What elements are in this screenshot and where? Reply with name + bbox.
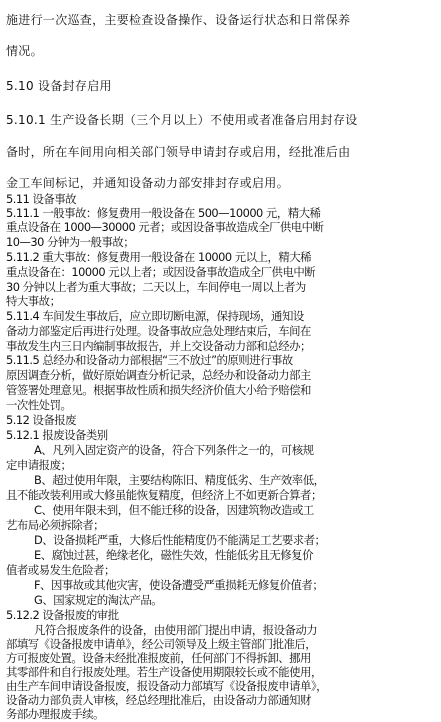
section-5-12-line: 值者或易发生危险者； (6, 563, 115, 577)
section-5-11-line: 10—30 分钟为一般事故； (6, 235, 135, 249)
section-5-12-2-line: 方可报废处置。设备未经批准报废前，任何部门不得拆卸、挪用 (6, 651, 311, 665)
section-5-10-heading: 5.10 设备封存启用 (6, 79, 112, 93)
section-5-12-heading: 5.12 设备报废 (6, 413, 77, 427)
section-5-12-line: C、使用年限未到，但不能迁移的设备，因建筑物改造或工 (34, 503, 314, 517)
section-5-12-line: 5.12.1 报废设备类别 (6, 428, 108, 442)
section-5-12-2-line: 其零部件和自行报废处理。若生产设备使用期限较长或不能使用， (6, 665, 322, 679)
section-5-10-line: 金工车间标记，并通知设备动力部安排封存或启用。 (6, 176, 289, 190)
section-5-12-2-line: 部填写《设备报废申请单》，经公司领导及上级主管部门批准后， (6, 637, 317, 651)
section-5-11-line: 原因调查分析，做好原始调查分析记录，总经办和设备动力部主 (6, 368, 311, 382)
section-5-11-heading: 5.11 设备事故 (6, 192, 77, 206)
section-5-12-line: 且不能改装利用或大修虽能恢复精度，但经济上不如更新合算者； (6, 488, 322, 502)
section-5-10-line: 备时，所在车间用向相关部门领导申请封存或启用，经批准后由 (6, 145, 351, 159)
section-5-11-line: 5.11.2 重大事故：修复费用一般设备在 10000 元以上，精大稀 (6, 250, 312, 264)
section-5-11-line: 一次性处罚。 (6, 398, 72, 412)
section-5-12-2-line: 凡符合报废条件的设备，由使用部门提出申请，报设备动力 (34, 623, 318, 637)
section-5-11-line: 重点设备在 1000—30000 元者；或因设备事故造成全厂供电中断 (6, 220, 324, 234)
section-5-11-line: 30 分钟以上者为重大事故；二天以上，车间停电一周以上者为 (6, 280, 306, 294)
intro-line-1: 施进行一次巡查，主要检查设备操作、设备运行状态和日常保养 (6, 13, 351, 27)
section-5-11-line: 5.11.4 车间发生事故后，应立即切断电源，保持现场，通知设 (6, 309, 304, 323)
section-5-11-line: 5.11.5 总经办和设备动力部根据“三不放过”的原则进行事故 (6, 353, 293, 367)
section-5-10-line: 5.10.1 生产设备长期（三个月以上）不使用或者准备启用封存设 (6, 113, 358, 127)
section-5-12-2-line: 务部办理报废手续。 (6, 707, 105, 721)
intro-line-2: 情况。 (6, 44, 43, 58)
section-5-12-line: 定申请报废； (6, 458, 72, 472)
section-5-11-line: 备动力部鉴定后再进行处理。设备事故应急处理结束后，车间在 (6, 324, 311, 338)
section-5-11-line: 管签署处理意见。根据事故性质和损失经济价值大小给予赔偿和 (6, 383, 311, 397)
section-5-12-line: F、因事故或其他灾害，使设备遭受严重损耗无修复价值者； (34, 578, 324, 592)
section-5-12-line: A、凡列入固定资产的设备，符合下列条件之一的，可核规 (34, 443, 314, 457)
section-5-11-line: 5.11.1 一般事故：修复费用一般设备在 500—10000 元，精大稀 (6, 206, 321, 220)
section-5-12-line: B、超过使用年限，主要结构陈旧、精度低劣、生产效率低， (34, 473, 325, 487)
section-5-12-2-line: 设备动力部负责人审核，经总经理批准后，由设备动力部通知财 (6, 693, 311, 707)
section-5-12-line: E、腐蚀过甚，绝缘老化，磁性失效，性能低劣且无修复价 (34, 548, 313, 562)
section-5-11-line: 事故发生内三日内编制事故报告，并上交设备动力部和总经办； (6, 339, 311, 353)
section-5-12-line: D、设备损耗严重，大修后性能精度仍不能满足工艺要求者； (34, 533, 326, 547)
section-5-11-line: 重点设备在：10000 元以上者；或因设备事故造成全厂供电中断 (6, 265, 316, 279)
section-5-11-line: 特大事故； (6, 294, 61, 308)
section-5-12-line: G、国家规定的淘汰产品。 (34, 593, 163, 607)
section-5-12-2-line: 由生产车间申请设备报废，报设备动力部填写《设备报废申请单》， (6, 679, 328, 693)
section-5-12-2-heading: 5.12.2 设备报废的审批 (6, 608, 119, 622)
section-5-12-line: 艺布局必须拆除者； (6, 518, 105, 532)
